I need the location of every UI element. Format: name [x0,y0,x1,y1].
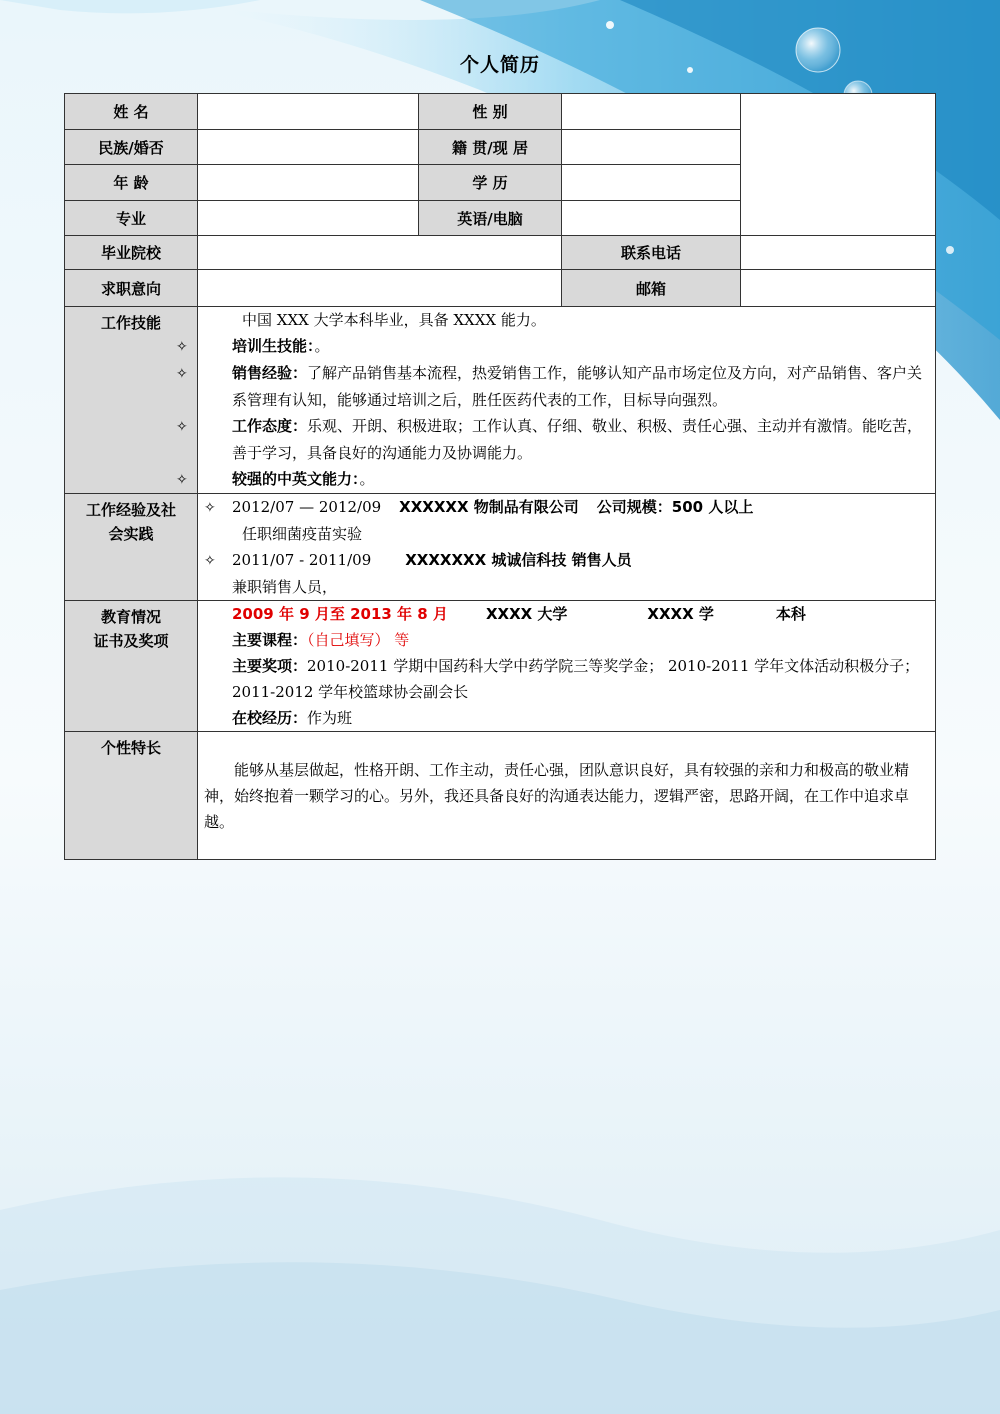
age-label: 年 龄 [65,165,198,201]
email-label: 邮箱 [562,270,741,307]
skills-item: ✧ 销售经验：了解产品销售基本流程，热爱销售工作，能够认知产品市场定位及方向，对产品销售、客户关系管理有认知，能够通过培训之后，胜任医药代表的工作，目标导向强烈。 [204,360,929,413]
education-label: 学 历 [419,165,562,201]
diamond-bullet-icon: ✧ [176,472,188,488]
education-section-label: 教育情况 证书及奖项 [65,601,198,732]
skills-label: 工作技能 [65,307,198,494]
age-field[interactable] [198,165,419,201]
experience-desc: 任职细菌疫苗实验 [242,525,363,543]
major-field[interactable] [198,201,419,236]
skills-item: ✧ 培训生技能：。 [204,333,929,360]
personality-content [198,732,936,860]
school-label: 毕业院校 [65,236,198,270]
skills-item: ✧ 较强的中英文能力：。 [204,466,929,493]
email-field[interactable] [741,270,936,307]
language-field[interactable] [562,201,741,236]
education-content [198,601,936,732]
skills-content [176,307,936,494]
photo-box[interactable] [741,94,936,236]
experience-desc: 兼职销售人员， [232,578,338,596]
language-label: 英语/电脑 [419,201,562,236]
diamond-bullet-icon: ✧ [176,339,188,355]
gender-label: 性 别 [419,94,562,130]
education-header: 2009 年 9 月至 2013 年 8 月 XXXX 大学 XXXX 学 本科 [232,605,806,623]
objective-label: 求职意向 [65,270,198,307]
diamond-bullet-icon: ✧ [176,366,188,382]
diamond-bullet-icon: ✧ [204,500,216,516]
experience-item: ✧ 2011/07 - 2011/09 XXXXXXX 城诚信科技 销售人员 [204,547,929,574]
education-field[interactable] [562,165,741,201]
gender-field[interactable] [562,94,741,130]
awards-line: 主要奖项：2010-2011 学期中国药科大学中药学院三等奖学金； 2010-2011 学年文体活动积极分子；2011-2012 学年校篮球协会副会长 [232,657,920,701]
ethnicity-label: 民族/婚否 [65,130,198,165]
origin-label: 籍 贯/现 居 [419,130,562,165]
skills-intro: 中国 XXX 大学本科毕业，具备 XXXX 能力。 [242,311,546,329]
resume-table [64,93,936,860]
diamond-bullet-icon: ✧ [204,553,216,569]
courses-line: 主要课程：（自己填写） 等 [232,631,410,649]
school-field[interactable] [198,236,562,270]
phone-label: 联系电话 [562,236,741,270]
page-title: 个人简历 [459,54,540,76]
ethnicity-field[interactable] [198,130,419,165]
name-label: 姓 名 [65,94,198,130]
diamond-bullet-icon: ✧ [176,419,188,435]
name-field[interactable] [198,94,419,130]
origin-field[interactable] [562,130,741,165]
phone-field[interactable] [741,236,936,270]
major-label: 专业 [65,201,198,236]
personality-label: 个性特长 [65,732,198,860]
experience-label: 工作经验及社 会实践 [65,494,198,601]
objective-field[interactable] [198,270,562,307]
experience-content [198,494,936,601]
campus-line: 在校经历：作为班 [232,709,353,727]
personality-text: 能够从基层做起，性格开朗、工作主动，责任心强，团队意识良好，具有较强的亲和力和极高的敬业精神，始终抱着一颗学习的心。另外，我还具备良好的沟通表达能力，逻辑严密，思路开阔，在工作中追求卓越。 [204,760,910,831]
experience-item: ✧ 2012/07 — 2012/09 XXXXXX 物制品有限公司 公司规模：500 人以上 [204,494,929,521]
background-wave-bottom [0,1050,1000,1414]
skills-item: ✧ 工作态度：乐观、开朗、积极进取；工作认真、仔细、敬业、积极、责任心强、主动并有激情。能吃苦，善于学习，具备良好的沟通能力及协调能力。 [204,413,929,466]
